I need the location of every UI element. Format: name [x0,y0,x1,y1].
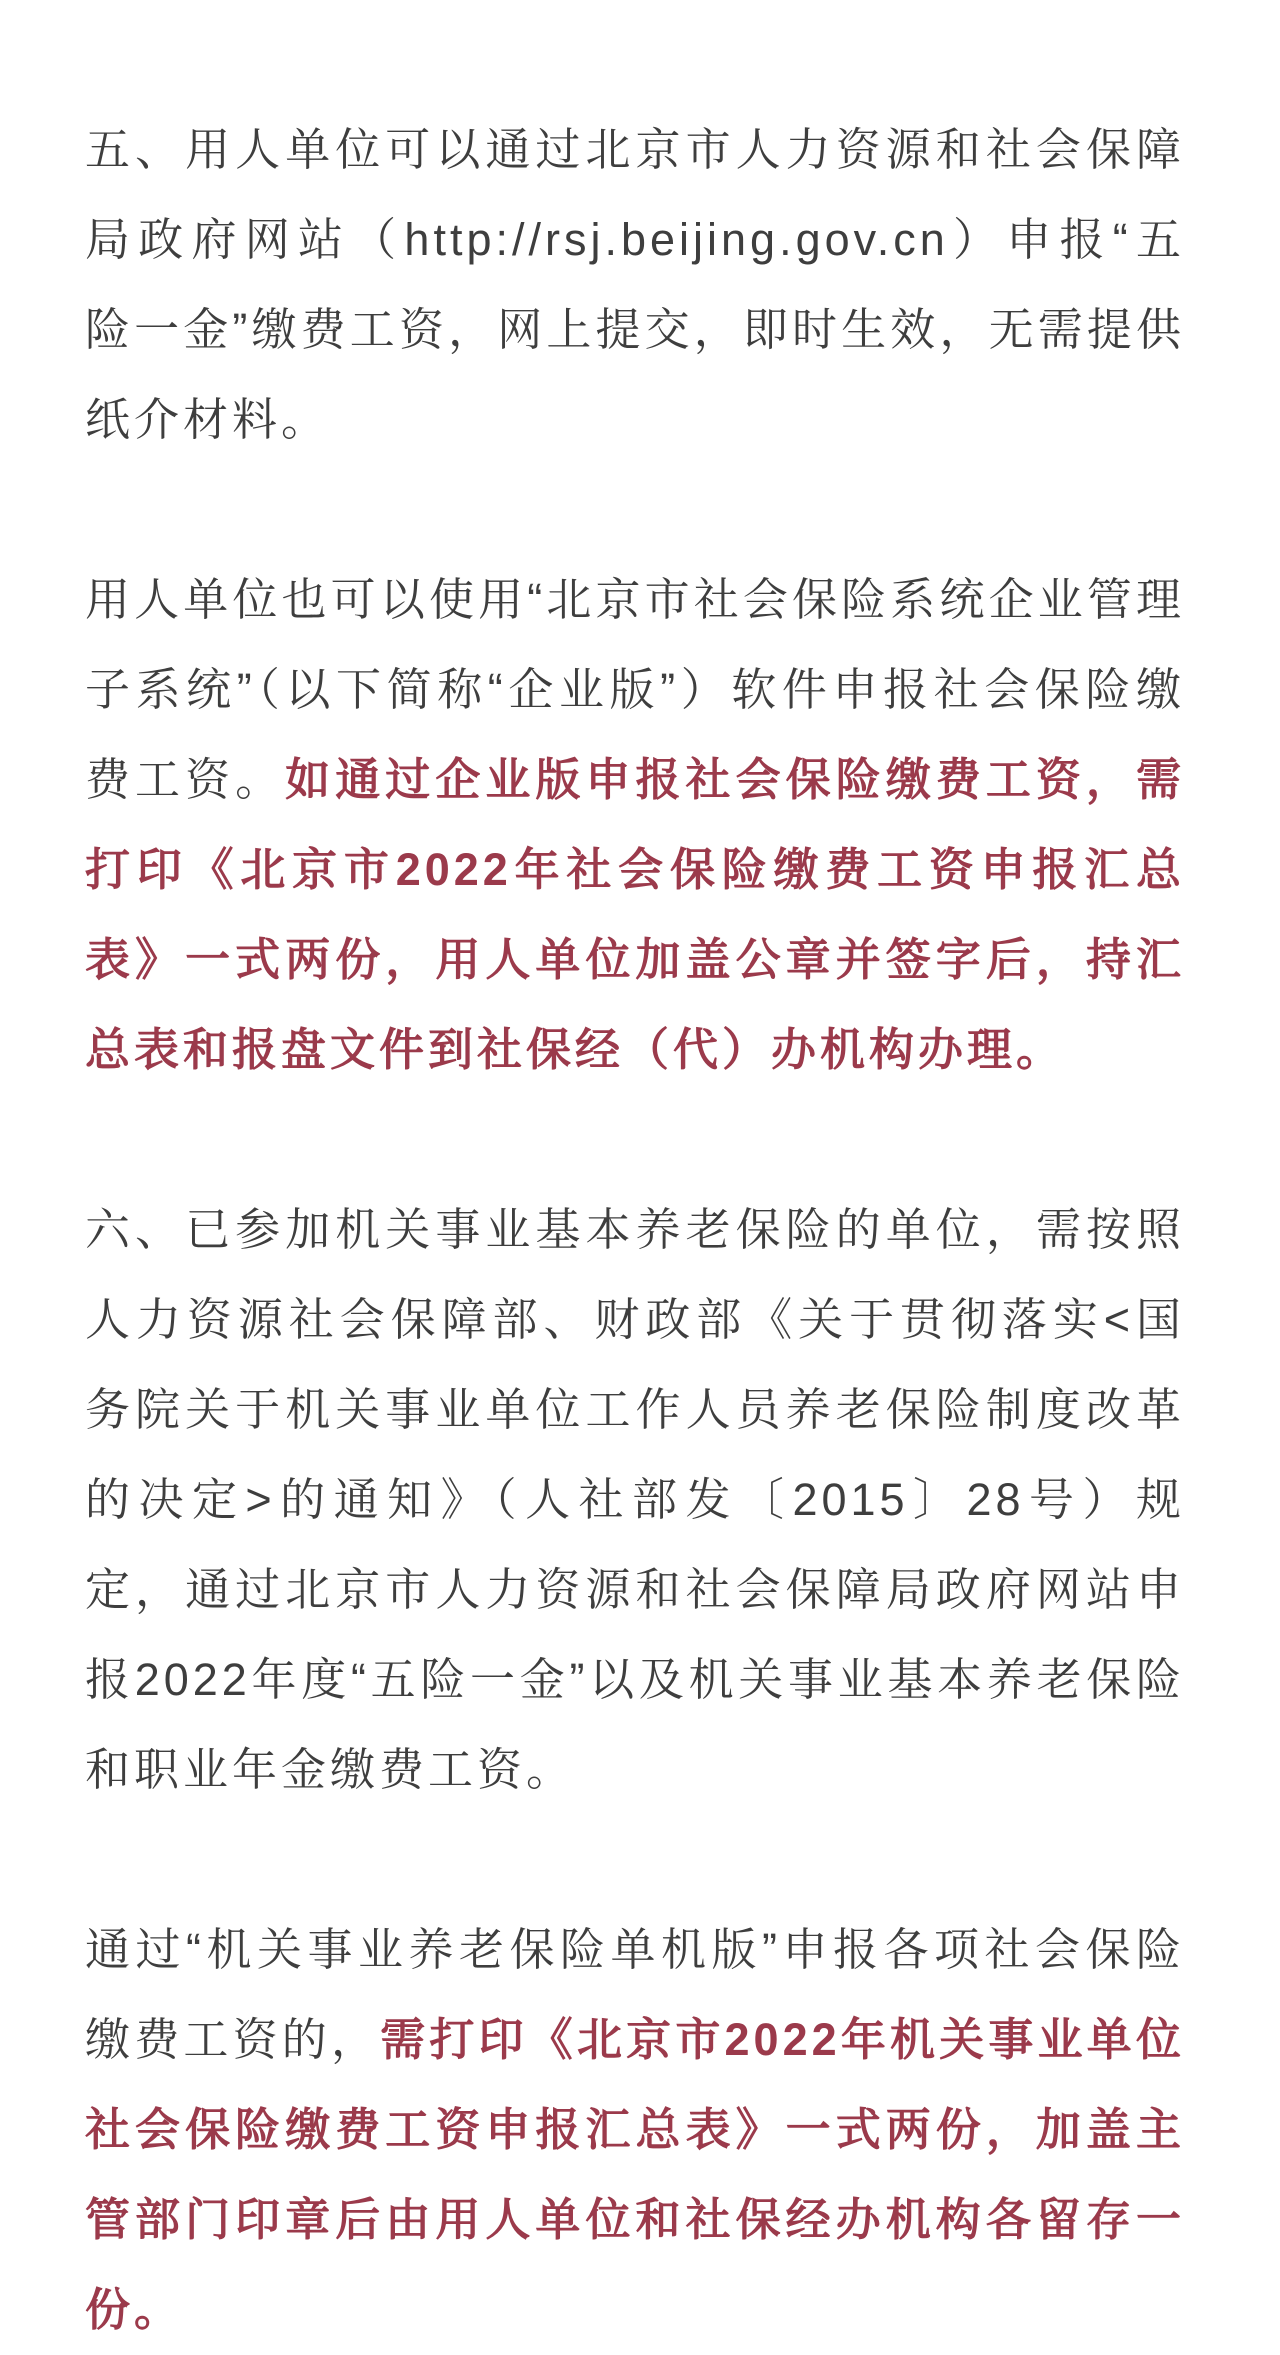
text-run: 五、用人单位可以通过北京市人力资源和社会保障局政府网站（http://rsj.beijing.gov.cn）申报“五险一金”缴费工资，网上提交，即时生效，无需提供纸介材料。 [85,124,1185,445]
emphasis-text-run: 需打印《北京市2022年机关事业单位社会保险缴费工资申报汇总表》一式两份，加盖主管部门印章后由用人单位和社保经办机构各留存一份。 [85,2014,1185,2335]
text-run: 六、已参加机关事业基本养老保险的单位，需按照人力资源社会保障部、财政部《关于贯彻落实<国务院关于机关事业单位工作人员养老保险制度改革的决定>的通知》（人社部发〔2015〕28号）规定，通过北京市人力资源和社会保障局政府网站申报2022年度“五险一金”以及机关事业基本养老保险和职业年金缴费工资。 [85,1204,1185,1795]
paragraph-standalone-version [85,1905,1185,2355]
text-run: 通过“机关事业养老保险单机版”申报各项社会保险缴费工资的， [85,1924,1185,2065]
text-run: 用人单位也可以使用“北京市社会保险系统企业管理子系统”（以下简称“企业版”）软件申报社会保险缴费工资。 [85,574,1185,805]
paragraph-6-government-institutions [85,1185,1185,1815]
paragraph-5-website-declaration [85,105,1185,465]
emphasis-text-run: 如通过企业版申报社会保险缴费工资，需打印《北京市2022年社会保险缴费工资申报汇总表》一式两份，用人单位加盖公章并签字后，持汇总表和报盘文件到社保经（代）办机构办理。 [85,754,1185,1075]
paragraph-enterprise-version [85,555,1185,1095]
